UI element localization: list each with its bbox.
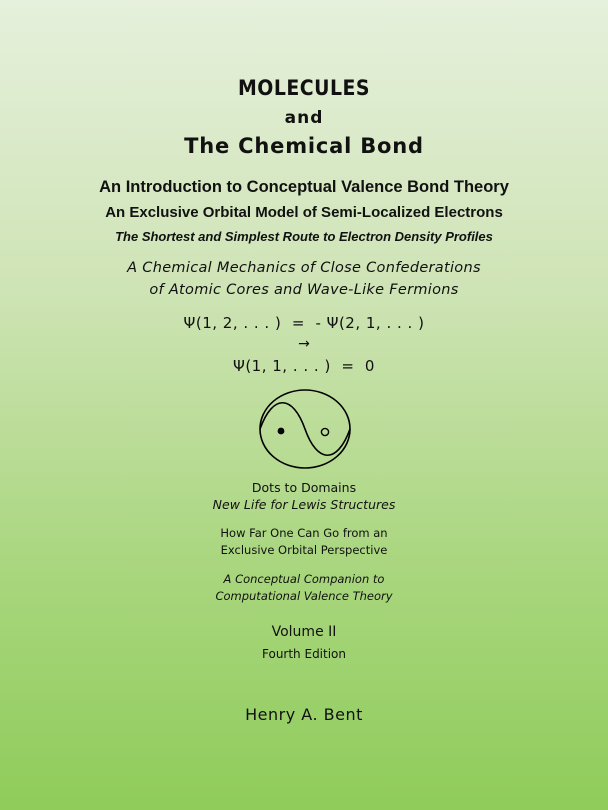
how-far-line-1: How Far One Can Go from an: [220, 526, 388, 540]
title-chemical-bond: The Chemical Bond: [184, 134, 424, 158]
mechanics-line-2: of Atomic Cores and Wave-Like Fermions: [149, 282, 459, 298]
yin-yang-icon: [257, 387, 353, 471]
companion-line-2: Computational Valence Theory: [215, 589, 393, 603]
exclusion-equation: Ψ(1, 1, . . . ) = 0: [233, 357, 375, 375]
subtitle-exclusive-orbital: An Exclusive Orbital Model of Semi-Localized Electrons: [105, 204, 503, 221]
subtitle-introduction: An Introduction to Conceptual Valence Bond Theory: [99, 178, 509, 196]
title-and: and: [284, 108, 324, 128]
edition: Fourth Edition: [262, 647, 346, 661]
antisymmetry-equation: Ψ(1, 2, . . . ) = - Ψ(2, 1, . . . ): [183, 314, 425, 332]
subtitle-shortest-route: The Shortest and Simplest Route to Electron Density Profiles: [115, 229, 493, 244]
volume: Volume II: [271, 624, 337, 640]
dots-to-domains: Dots to Domains: [251, 480, 357, 495]
title-molecules: MOLECULES: [237, 76, 371, 100]
companion-line-1: A Conceptual Companion to: [223, 572, 385, 586]
new-life-lewis: New Life for Lewis Structures: [212, 497, 396, 512]
arrow-icon: →: [298, 336, 310, 352]
author: Henry A. Bent: [245, 705, 363, 724]
how-far-line-2: Exclusive Orbital Perspective: [220, 543, 388, 557]
mechanics-line-1: A Chemical Mechanics of Close Confederations: [127, 260, 481, 276]
